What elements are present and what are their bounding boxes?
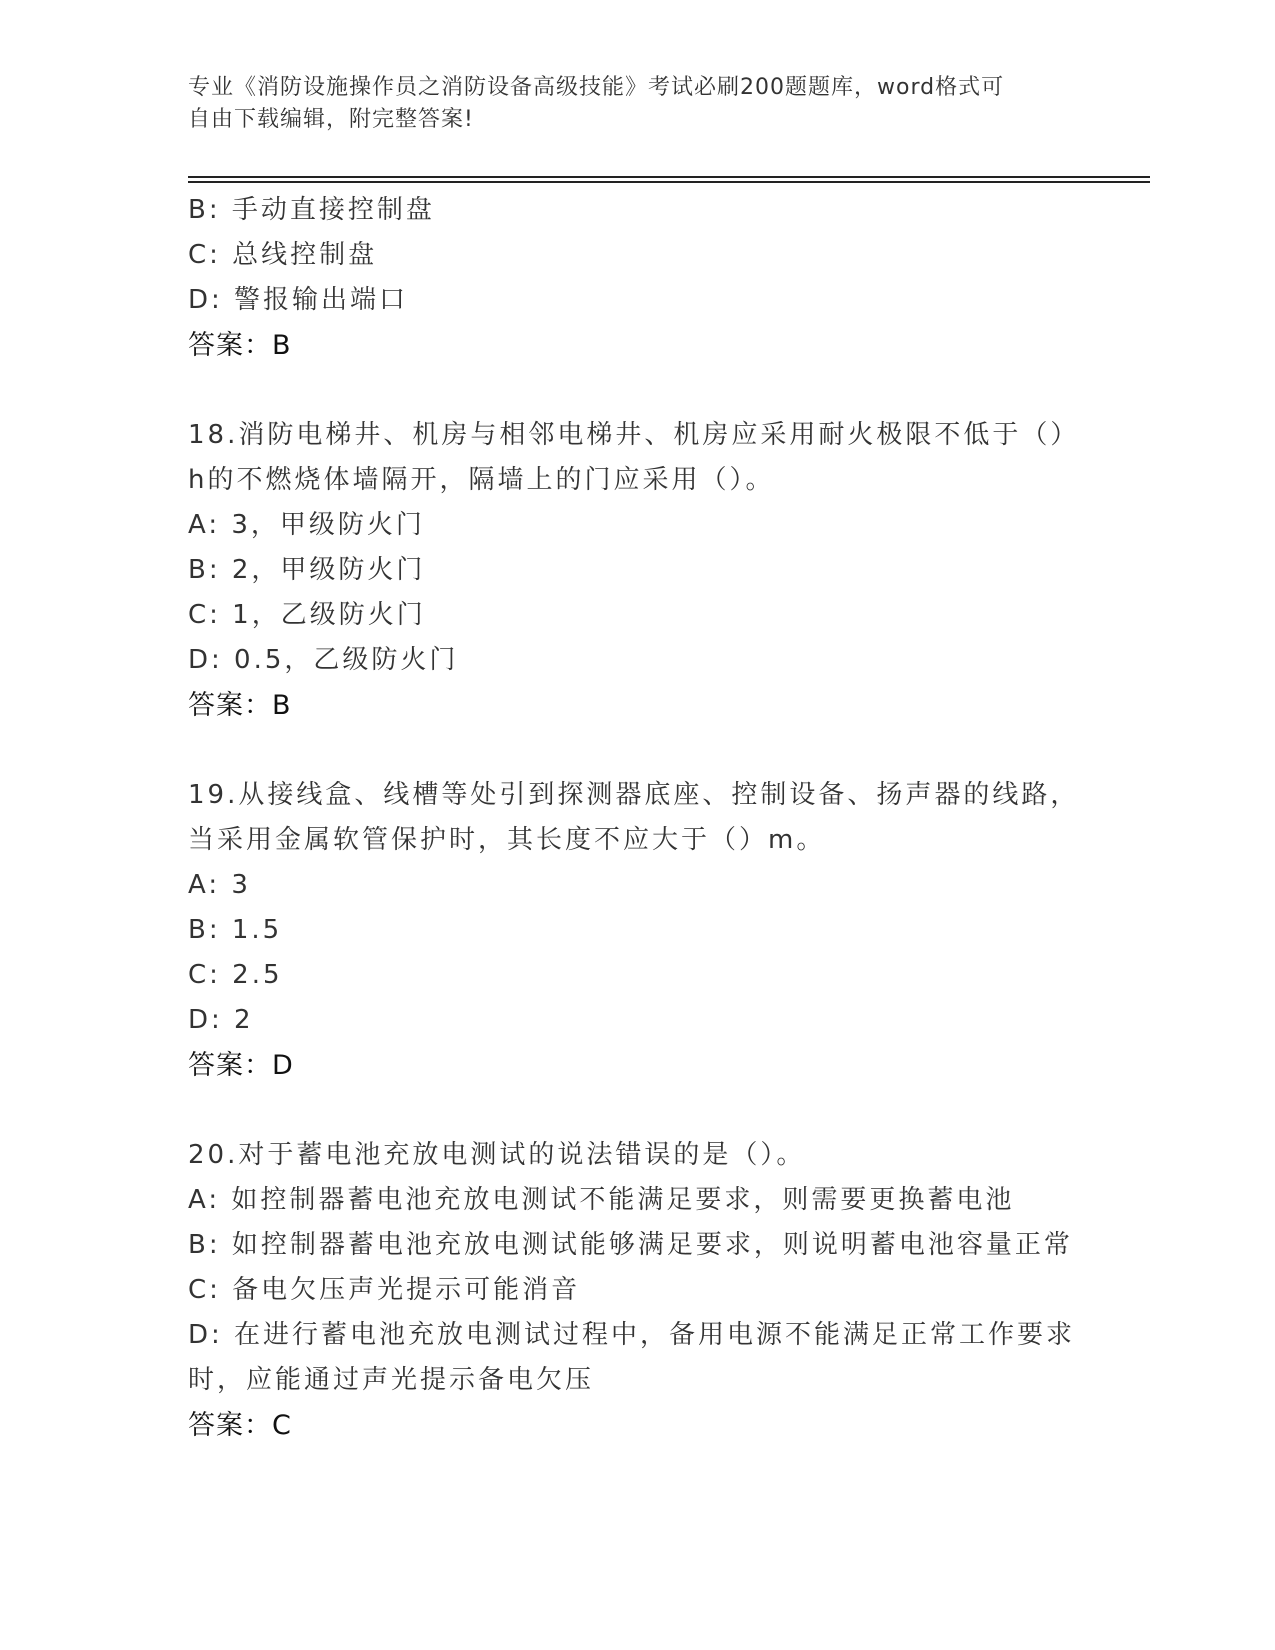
option-d: D: 0.5，乙级防火门 [188,645,459,675]
answer: 答案：B [188,690,292,721]
answer: 答案：B [188,330,292,361]
option-c: C: 总线控制盘 [188,240,378,270]
question-stem-line-1: 20.对于蓄电池充放电测试的说法错误的是（）。 [188,1140,806,1170]
option-d: D: 2 [188,1005,254,1035]
question-stem-line-2: h的不燃烧体墙隔开，隔墙上的门应采用（）。 [188,465,775,495]
option-c: C: 2.5 [188,960,283,990]
spacer [188,728,1088,773]
question-18 [188,413,1088,728]
question-19 [188,773,1088,1088]
option-b: B: 2，甲级防火门 [188,555,426,585]
option-a: A: 如控制器蓄电池充放电测试不能满足要求，则需要更换蓄电池 [188,1185,1015,1215]
option-d-line-1: D: 在进行蓄电池充放电测试过程中，备用电源不能满足正常工作要求 [188,1320,1076,1350]
question-stem-line-1: 18.消防电梯井、机房与相邻电梯井、机房应采用耐火极限不低于（） [188,420,1080,450]
option-d-line-2: 时，应能通过声光提示备电欠压 [188,1365,595,1395]
option-b: B: 手动直接控制盘 [188,195,435,225]
answer: 答案：D [188,1050,294,1081]
spacer [188,368,1088,413]
option-b: B: 如控制器蓄电池充放电测试能够满足要求，则说明蓄电池容量正常 [188,1230,1073,1260]
question-stem-line-2: 当采用金属软管保护时，其长度不应大于（）m。 [188,825,826,855]
option-a: A: 3，甲级防火门 [188,510,425,540]
document-header [188,72,1068,136]
question-stem-line-1: 19.从接线盒、线槽等处引到探测器底座、控制设备、扬声器的线路， [188,780,1080,810]
question-list [188,188,1088,1448]
spacer [188,1088,1088,1133]
option-a: A: 3 [188,870,251,900]
option-c: C: 备电欠压声光提示可能消音 [188,1275,581,1305]
option-b: B: 1.5 [188,915,283,945]
header-line-2: 自由下载编辑，附完整答案! [188,107,474,132]
question-17 [188,188,1088,368]
header-divider-bottom [188,181,1150,183]
answer: 答案：C [188,1410,292,1441]
question-20 [188,1133,1088,1448]
header-divider-top [188,176,1150,178]
option-c: C: 1，乙级防火门 [188,600,426,630]
option-d: D: 警报输出端口 [188,285,409,315]
header-line-1: 专业《消防设施操作员之消防设备高级技能》考试必刷200题题库，word格式可 [188,75,1005,100]
